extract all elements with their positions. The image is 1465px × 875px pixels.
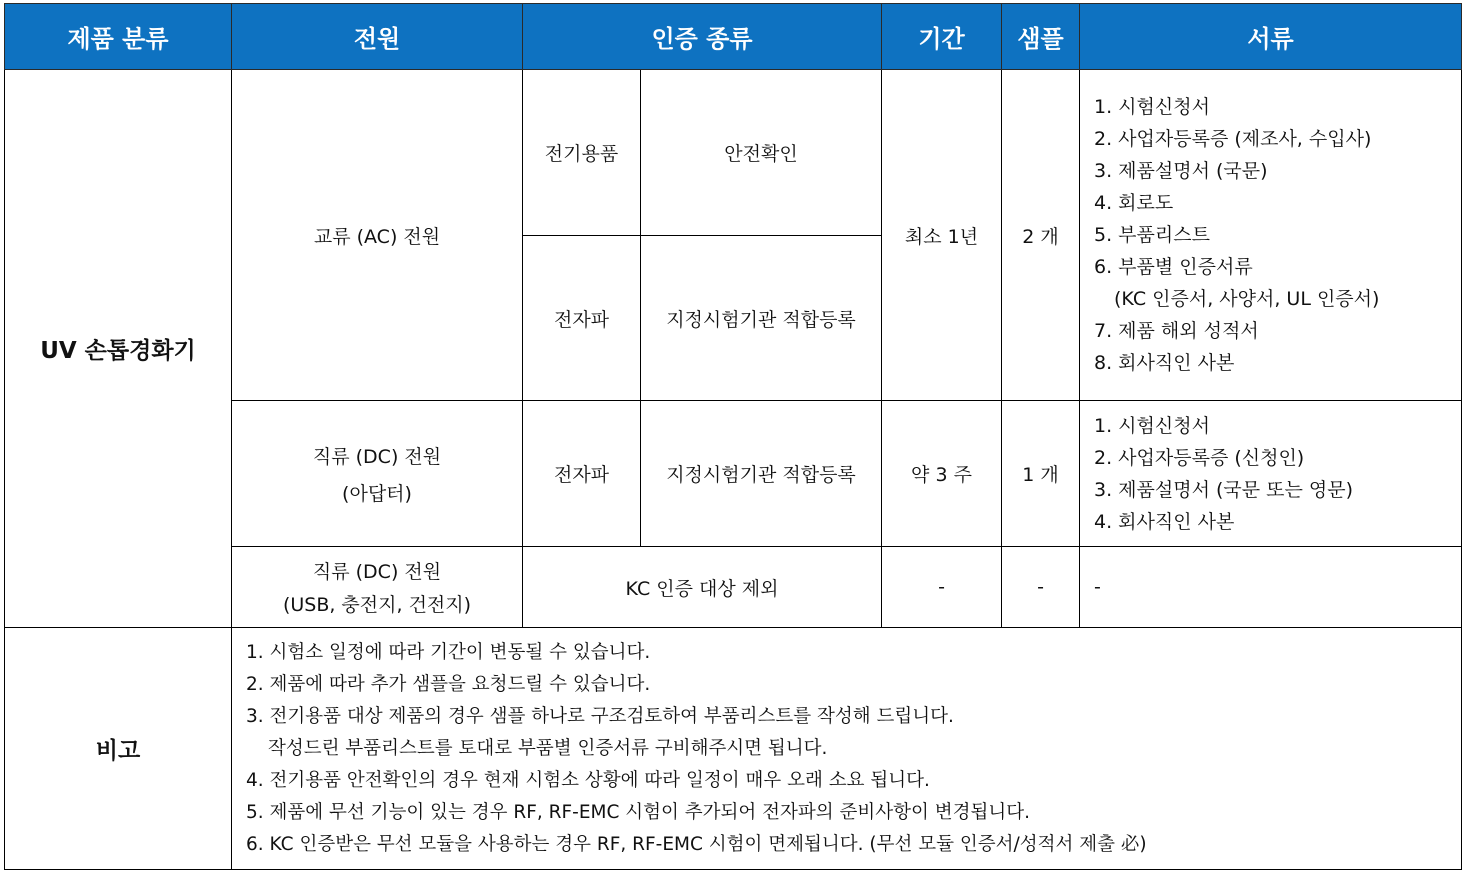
doc-item: 1. 시험신청서 — [1094, 414, 1210, 437]
dc-adapter-power-line2: (아답터) — [342, 482, 412, 505]
header-row — [5, 4, 1462, 70]
dc-adapter-period: 약 3 주 — [882, 401, 1002, 547]
dc-usb-sample: - — [1002, 547, 1080, 628]
ac-cert1-category: 전기용품 — [523, 70, 641, 236]
dc-usb-power — [232, 547, 523, 628]
remark-item: 3. 전기용품 대상 제품의 경우 샘플 하나로 구조검토하여 부품리스트를 작성해 드립니다. — [246, 705, 954, 727]
certification-table — [4, 3, 1462, 870]
doc-item: 3. 제품설명서 (국문) — [1094, 160, 1268, 182]
ac-sample: 2 개 — [1002, 70, 1080, 401]
header-product-category: 제품 분류 — [5, 4, 232, 70]
header-period: 기간 — [882, 4, 1002, 70]
remark-item: 6. KC 인증받은 무선 모듈을 사용하는 경우 RF, RF-EMC 시험이 면제됩니다. (무선 모듈 인증서/성적서 제출 必) — [246, 833, 1147, 855]
dc-usb-power-line1: 직류 (DC) 전원 — [312, 561, 442, 583]
doc-item: 8. 회사직인 사본 — [1094, 352, 1235, 374]
dc-usb-cert: KC 인증 대상 제외 — [523, 547, 882, 628]
doc-item: 7. 제품 해외 성적서 — [1094, 320, 1259, 342]
remarks-content — [232, 628, 1462, 870]
doc-item: 4. 회사직인 사본 — [1094, 510, 1235, 533]
dc-usb-documents: - — [1080, 547, 1462, 628]
doc-item-sub: (KC 인증서, 사양서, UL 인증서) — [1114, 288, 1380, 310]
ac-power: 교류 (AC) 전원 — [232, 70, 523, 401]
doc-item: 4. 회로도 — [1094, 192, 1174, 214]
ac-cert2-name: 지정시험기관 적합등록 — [641, 236, 882, 401]
dc-adapter-cert-category: 전자파 — [523, 401, 641, 547]
table-row-remarks — [5, 628, 1462, 870]
doc-item: 3. 제품설명서 (국문 또는 영문) — [1094, 478, 1354, 501]
header-documents: 서류 — [1080, 4, 1462, 70]
doc-item: 6. 부품별 인증서류 — [1094, 256, 1253, 278]
dc-adapter-power — [232, 401, 523, 547]
ac-cert2-category: 전자파 — [523, 236, 641, 401]
remark-item: 5. 제품에 무선 기능이 있는 경우 RF, RF-EMC 시험이 추가되어 전자파의 준비사항이 변경됩니다. — [246, 801, 1030, 823]
dc-usb-power-line2: (USB, 충전지, 건전지) — [282, 594, 472, 616]
ac-documents — [1080, 70, 1462, 401]
doc-item: 2. 사업자등록증 (신청인) — [1094, 446, 1305, 469]
dc-adapter-power-line1: 직류 (DC) 전원 — [312, 445, 442, 468]
dc-adapter-sample: 1 개 — [1002, 401, 1080, 547]
doc-item: 5. 부품리스트 — [1094, 224, 1210, 246]
table-row-ac-1 — [5, 70, 1462, 236]
header-sample: 샘플 — [1002, 4, 1080, 70]
header-cert-type: 인증 종류 — [523, 4, 882, 70]
ac-period: 최소 1년 — [882, 70, 1002, 401]
remark-item: 1. 시험소 일정에 따라 기간이 변동될 수 있습니다. — [246, 641, 651, 663]
doc-item: 2. 사업자등록증 (제조사, 수입사) — [1094, 128, 1372, 150]
remarks-label: 비고 — [5, 628, 232, 870]
product-name: UV 손톱경화기 — [5, 70, 232, 628]
ac-cert1-name: 안전확인 — [641, 70, 882, 236]
dc-usb-period: - — [882, 547, 1002, 628]
remark-item-sub: 작성드린 부품리스트를 토대로 부품별 인증서류 구비해주시면 됩니다. — [268, 737, 828, 759]
remark-item: 2. 제품에 따라 추가 샘플을 요청드릴 수 있습니다. — [246, 673, 651, 695]
header-power: 전원 — [232, 4, 523, 70]
dc-adapter-documents — [1080, 401, 1462, 547]
remark-item: 4. 전기용품 안전확인의 경우 현재 시험소 상황에 따라 일정이 매우 오래 소요 됩니다. — [246, 769, 930, 791]
dc-adapter-cert-name: 지정시험기관 적합등록 — [641, 401, 882, 547]
doc-item: 1. 시험신청서 — [1094, 96, 1210, 118]
